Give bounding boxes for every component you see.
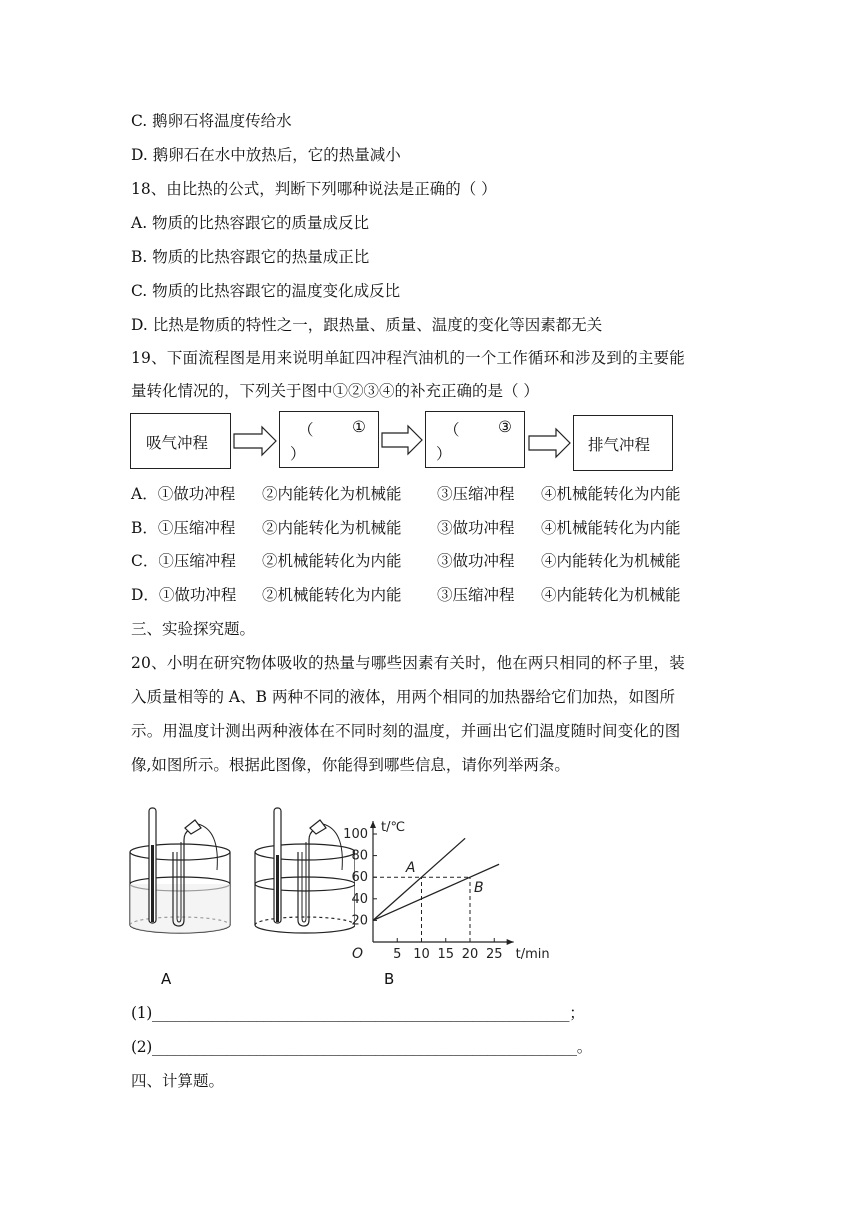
flow-box-1-paren-open: （ xyxy=(298,421,314,439)
q20-line2: 入质量相等的 A、B 两种不同的液体，用两个相同的加热器给它们加热，如图所 xyxy=(131,688,675,706)
flow-box-1-mark: ① xyxy=(352,418,366,436)
q18-option-c: C. 物质的比热容跟它的温度变化成反比 xyxy=(131,282,401,300)
q19-option-c-part4: ④内能转化为机械能 xyxy=(541,552,681,570)
series-label-a: A xyxy=(405,860,416,877)
beaker-a xyxy=(130,808,230,933)
y-tick-label: 40 xyxy=(351,891,368,907)
q17-option-c: C. 鹅卵石将温度传给水 xyxy=(131,112,292,130)
q20-answer-1[interactable]: (1)________________________________________________________； xyxy=(131,1004,585,1022)
q20-line4: 像,如图所示。根据此图像，你能得到哪些信息，请你列举两条。 xyxy=(131,756,570,774)
q19-option-d-part1: D．①做功冲程 xyxy=(131,586,237,604)
flow-box-intake-label: 吸气冲程 xyxy=(146,434,209,452)
flow-box-3-mark: ③ xyxy=(498,418,512,436)
q19-option-d xyxy=(131,585,681,605)
q19-option-c-part3: ③做功冲程 xyxy=(437,552,515,570)
flow-box-exhaust-label: 排气冲程 xyxy=(588,436,651,454)
figure-caption-a: A xyxy=(161,970,172,988)
x-tick-label: 10 xyxy=(413,947,430,962)
q19-option-a-part4: ④机械能转化为内能 xyxy=(541,485,681,503)
q19-option-b-part1: B．①压缩冲程 xyxy=(131,519,236,537)
q19-option-a xyxy=(131,484,681,504)
q19-stem-line2: 量转化情况的，下列关于图中①②③④的补充正确的是（ ） xyxy=(131,382,539,400)
q19-option-c xyxy=(131,551,681,571)
q20-answer-2[interactable]: (2)_________________________________________________________。 xyxy=(131,1038,592,1056)
q19-option-b-part4: ④机械能转化为内能 xyxy=(541,519,681,537)
x-axis-arrow xyxy=(507,939,514,945)
q19-option-d-part2: ②机械能转化为内能 xyxy=(262,586,402,604)
series-label-b: B xyxy=(474,880,484,897)
origin-label: O xyxy=(351,946,363,962)
q19-option-c-part1: C．①压缩冲程 xyxy=(131,552,236,570)
q19-option-a-part2: ②内能转化为机械能 xyxy=(262,485,402,503)
flow-arrow-1 xyxy=(234,427,276,455)
q18-option-a: A. 物质的比热容跟它的质量成反比 xyxy=(131,214,370,232)
q19-option-b xyxy=(131,518,681,538)
q19-option-b-part2: ②内能转化为机械能 xyxy=(262,519,402,537)
flow-box-1-paren-close: ） xyxy=(290,445,306,463)
y-tick-label: 60 xyxy=(351,870,368,886)
section-3-heading: 三、实验探究题。 xyxy=(131,620,256,638)
flow-arrows xyxy=(0,0,860,500)
figure-caption-b: B xyxy=(384,970,395,988)
q19-option-d-part4: ④内能转化为机械能 xyxy=(541,586,681,604)
flow-arrow-3 xyxy=(529,429,570,457)
series-line-a xyxy=(373,838,465,920)
q18-option-d: D. 比热是物质的特性之一，跟热量、质量、温度的变化等因素都无关 xyxy=(131,316,603,334)
q19-stem-line1: 19、下面流程图是用来说明单缸四冲程汽油机的一个工作循环和涉及到的主要能 xyxy=(131,349,685,367)
x-tick-label: 20 xyxy=(461,947,479,962)
x-tick-label: 15 xyxy=(437,947,455,962)
y-tick-label: 100 xyxy=(343,827,368,842)
q17-option-d: D. 鹅卵石在水中放热后，它的热量减小 xyxy=(131,146,401,164)
q20-line3: 示。用温度计测出两种液体在不同时刻的温度，并画出它们温度随时间变化的图 xyxy=(131,722,681,740)
q19-option-c-part2: ②机械能转化为内能 xyxy=(262,552,402,570)
flow-arrow-2 xyxy=(382,426,422,454)
q19-option-b-part3: ③做功冲程 xyxy=(437,519,515,537)
y-axis-label: t/℃ xyxy=(381,820,406,836)
q19-option-a-part1: A．①做功冲程 xyxy=(131,485,236,503)
q18-option-b: B. 物质的比热容跟它的热量成正比 xyxy=(131,248,370,266)
temperature-time-chart xyxy=(335,780,565,965)
flow-box-3-paren-close: ） xyxy=(436,445,452,463)
beaker-illustrations xyxy=(125,800,355,960)
x-tick-label: 25 xyxy=(485,947,503,962)
q18-stem: 18、由比热的公式，判断下列哪种说法是正确的（ ） xyxy=(131,180,497,198)
q19-option-d-part3: ③压缩冲程 xyxy=(437,586,515,604)
y-tick-label: 20 xyxy=(351,913,368,929)
x-axis-label: t/min xyxy=(515,947,550,962)
y-tick-label: 80 xyxy=(351,848,368,864)
q20-line1: 20、小明在研究物体吸收的热量与哪些因素有关时，他在两只相同的杯子里，装 xyxy=(131,654,685,672)
y-axis-arrow xyxy=(370,821,376,828)
x-tick-label: 5 xyxy=(393,947,402,962)
q19-option-a-part3: ③压缩冲程 xyxy=(437,485,515,503)
flow-box-3-paren-open: （ xyxy=(444,421,460,439)
section-4-heading: 四、计算题。 xyxy=(131,1072,225,1090)
